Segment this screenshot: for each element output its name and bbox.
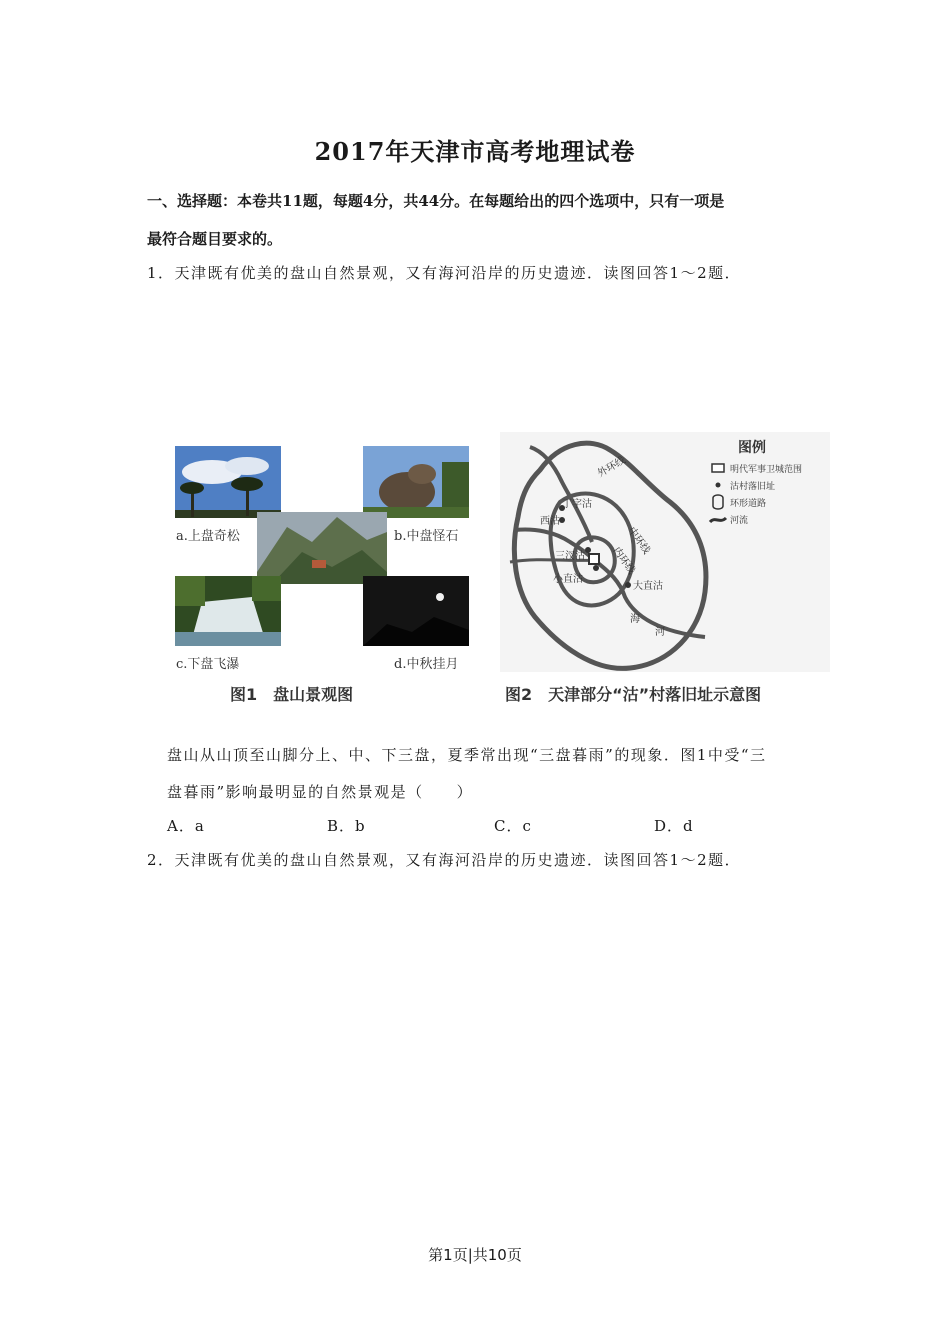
label-zhonghuanxian: 中环线 [625, 525, 652, 557]
photo-a-pines [175, 446, 281, 518]
photo-center-mountain [257, 512, 387, 584]
option-c[interactable]: C．c [494, 817, 532, 835]
page-footer: 第1页|共10页 [428, 1246, 522, 1264]
page-title: 2017年天津市高考地理试卷 [314, 137, 636, 166]
option-d[interactable]: D．d [654, 817, 694, 835]
question-1-paragraph-line1: 盘山从山顶至山脚分上、中、下三盘，夏季常出现“三盘暮雨”的现象．图1中受“三 [167, 746, 767, 764]
label-b: b.中盘怪石 [394, 529, 459, 544]
label-xiaozhigu: 小直沽 [553, 574, 583, 585]
label-sanchagu: 三汊沽 [555, 551, 585, 562]
legend-item-3: 环形道路 [730, 499, 767, 509]
label-d: d.中秋挂月 [394, 657, 459, 672]
dot-sanchagu [585, 547, 591, 553]
label-dazhigu: 大直沽 [633, 581, 663, 592]
label-c: c.下盘飞瀑 [176, 657, 240, 672]
label-haihe-1: 海 [630, 614, 640, 625]
label-haihe-2: 河 [655, 627, 665, 638]
figure-1-collage [172, 432, 472, 682]
legend-title: 图例 [738, 440, 766, 456]
question-1-stem: 1．天津既有优美的盘山自然景观，又有海河沿岸的历史遗迹．读图回答1～2题． [147, 264, 742, 282]
label-waihuanxian: 外环线 [596, 455, 628, 480]
military-city [589, 554, 599, 564]
question-2-stem: 2．天津既有优美的盘山自然景观，又有海河沿岸的历史遗迹．读图回答1～2题． [147, 851, 742, 869]
label-neihuanxian: 内环线 [610, 545, 637, 577]
figure-1-caption: 图1 盘山景观图 [230, 685, 354, 704]
figure-2 [500, 432, 830, 712]
dot-dazhigu [625, 582, 631, 588]
photo-d-moon [363, 576, 469, 646]
question-1-paragraph-line2: 盘暮雨”影响最明显的自然景观是（ ） [167, 783, 474, 801]
figure-2-map [500, 432, 830, 672]
dot-xiaozhigu [593, 565, 599, 571]
photo-c-waterfall [175, 576, 281, 646]
legend-item-4: 河流 [730, 516, 749, 526]
photo-b-rock [363, 446, 469, 518]
option-a[interactable]: A．a [167, 817, 205, 835]
label-xigu: 西沽 [540, 516, 560, 527]
figure-1 [172, 432, 472, 712]
figure-2-caption: 图2 天津部分“沽”村落旧址示意图 [505, 685, 762, 704]
legend-military-city-icon [712, 464, 724, 472]
legend-village-icon [716, 483, 721, 488]
option-b[interactable]: B．b [327, 817, 366, 835]
label-a: a.上盘奇松 [176, 529, 240, 544]
section-instruction-line1: 一、选择题：本卷共11题，每题4分，共44分。在每题给出的四个选项中，只有一项是 [147, 192, 725, 210]
legend-item-2: 沽村落旧址 [730, 482, 776, 492]
legend-item-1: 明代军事卫城范围 [730, 465, 803, 475]
label-dingzigu: 丁字沽 [562, 499, 592, 510]
section-instruction-line2: 最符合题目要求的。 [147, 230, 283, 248]
